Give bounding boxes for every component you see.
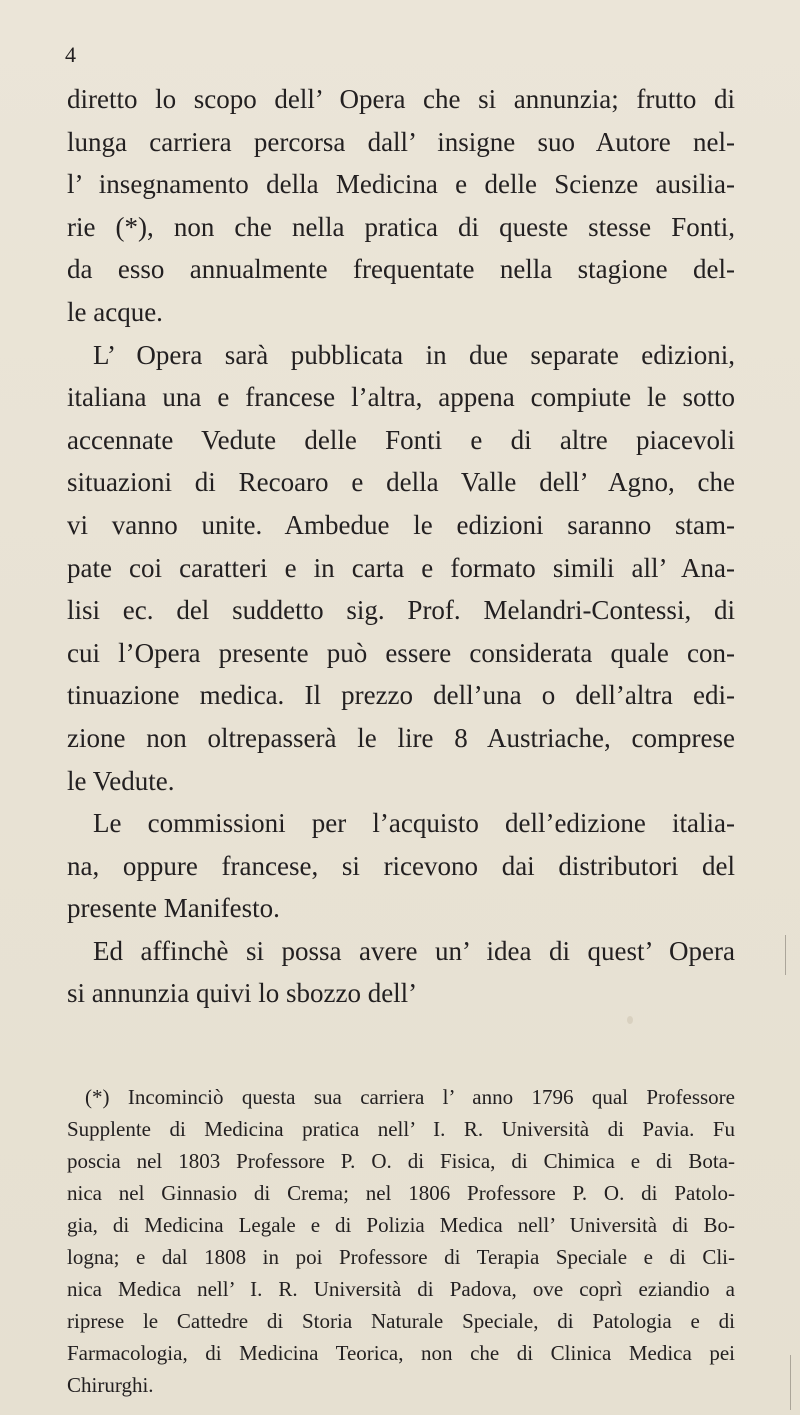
body-line: l’ insegnamento della Medicina e delle Scienze ausilia- (67, 169, 735, 200)
body-line: L’ Opera sarà pubblicata in due separate edizioni, (93, 339, 735, 370)
body-line: si annunzia quivi lo sbozzo dell’ (67, 978, 418, 1009)
body-line: le Vedute. (67, 765, 175, 796)
body-line: lisi ec. del suddetto sig. Prof. Melandri-Contessi, di (67, 595, 735, 626)
body-line: diretto lo scopo dell’ Opera che si annunzia; frutto di (67, 84, 735, 114)
footnote-line: nica nel Ginnasio di Crema; nel 1806 Professore P. O. di Patolo- (67, 1181, 735, 1205)
body-line: pate coi caratteri e in carta e formato simili all’ Ana- (67, 552, 735, 583)
body-line: zione non oltrepasserà le lire 8 Austriache, comprese (67, 722, 735, 753)
footnote-line: riprese le Cattedre di Storia Naturale Speciale, di Patologia e di (67, 1309, 735, 1333)
body-line: rie (*), non che nella pratica di queste stesse Fonti, (67, 211, 735, 242)
page-edge-mark-lower (790, 1355, 791, 1410)
body-line: cui l’Opera presente può essere considerata quale con- (67, 637, 735, 668)
body-line: vi vanno unite. Ambedue le edizioni saranno stam- (67, 509, 735, 540)
body-line: tinuazione medica. Il prezzo dell’una o dell’altra edi- (67, 680, 735, 711)
footnote-line: Supplente di Medicina pratica nell’ I. R. Università di Pavia. Fu (67, 1117, 735, 1141)
page-edge-mark (785, 935, 786, 975)
footnote-line: (*) Incominciò questa sua carriera l’ anno 1796 qual Professore (85, 1085, 735, 1109)
footnote-line: poscia nel 1803 Professore P. O. di Fisica, di Chimica e di Bota- (67, 1149, 735, 1173)
page-number: 4 (65, 42, 76, 67)
body-line: le acque. (67, 296, 163, 327)
body-line: Le commissioni per l’acquisto dell’edizione italia- (93, 808, 735, 839)
main-body-text (67, 78, 735, 1015)
body-line: da esso annualmente frequentate nella stagione del- (67, 254, 735, 285)
body-line: Ed affinchè si possa avere un’ idea di quest’ Opera (93, 935, 735, 966)
body-line: situazioni di Recoaro e della Valle dell’ Agno, che (67, 467, 735, 498)
body-line: italiana una e francese l’altra, appena compiute le sotto (67, 382, 735, 413)
body-line: na, oppure francese, si ricevono dai distributori del (67, 850, 735, 881)
footnote-line: nica Medica nell’ I. R. Università di Padova, ove coprì eziandio a (67, 1277, 735, 1301)
footnote-line: Farmacologia, di Medicina Teorica, non che di Clinica Medica pei (67, 1341, 735, 1365)
footnote-line: gia, di Medicina Legale e di Polizia Medica nell’ Università di Bo- (67, 1213, 735, 1237)
body-line: lunga carriera percorsa dall’ insigne suo Autore nel- (67, 126, 735, 157)
body-line: accennate Vedute delle Fonti e di altre piacevoli (67, 424, 735, 455)
footnote-line: Chirurghi. (67, 1373, 154, 1397)
footnote (67, 1081, 735, 1401)
body-line: presente Manifesto. (67, 893, 280, 924)
paper-smudge (627, 1016, 633, 1024)
footnote-line: logna; e dal 1808 in poi Professore di Terapia Speciale e di Cli- (67, 1245, 735, 1269)
